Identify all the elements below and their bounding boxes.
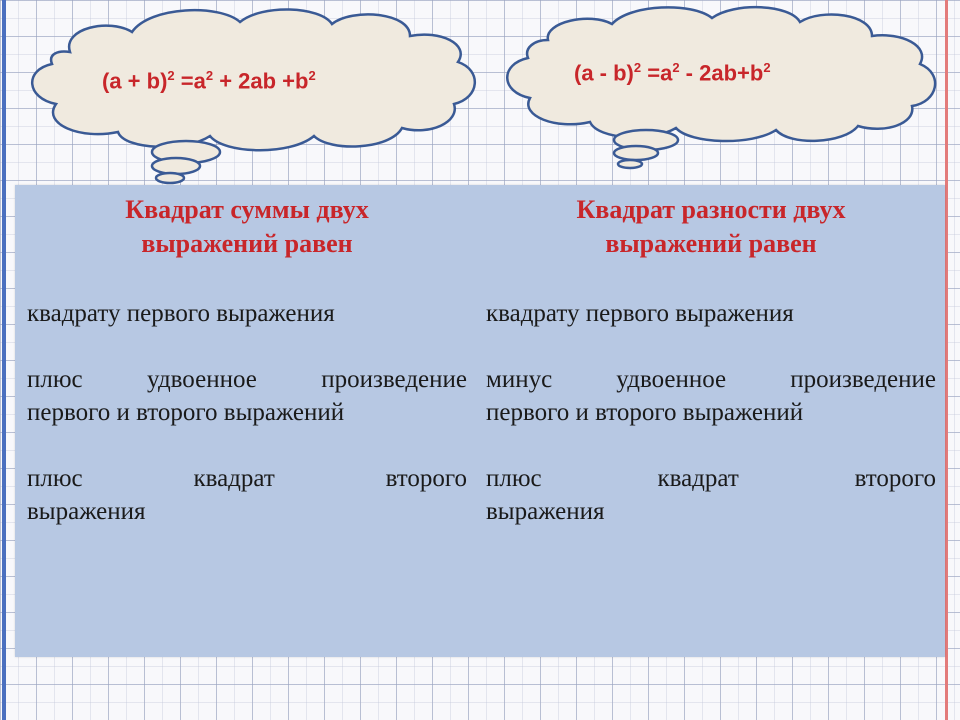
sum-rule-step-2: плюс удвоенное произведение первого и второго выражений (27, 366, 467, 426)
thought-bubble-left-3 (156, 173, 184, 183)
difference-rule-heading: Квадрат разности двух выражений равен (576, 195, 846, 258)
rules-panel (15, 185, 945, 657)
difference-rule-column (486, 185, 936, 528)
sum-rule-heading: Квадрат суммы двух выражений равен (125, 195, 369, 258)
formula-square-of-difference: $(a - b)^2 =a^2 - 2ab+b^2$ (574, 60, 771, 86)
sum-rule-column (27, 185, 467, 528)
sum-rule-step-3: плюс квадрат второго выражения (27, 465, 467, 525)
formula-square-of-sum: $(a + b)^2 =a^2 + 2ab +b^2$ (102, 68, 316, 94)
difference-rule-step-2: минус удвоенное произведение первого и второго выражений (486, 366, 936, 426)
difference-rule-step-1: квадрату первого выражения (486, 300, 794, 327)
difference-rule-step-3: плюс квадрат второго выражения (486, 465, 936, 525)
thought-clouds (0, 0, 960, 200)
thought-bubble-right-3 (618, 160, 642, 168)
sum-rule-step-1: квадрату первого выражения (27, 300, 335, 327)
thought-bubble-right-2 (614, 146, 658, 160)
thought-bubble-left-2 (152, 158, 200, 174)
